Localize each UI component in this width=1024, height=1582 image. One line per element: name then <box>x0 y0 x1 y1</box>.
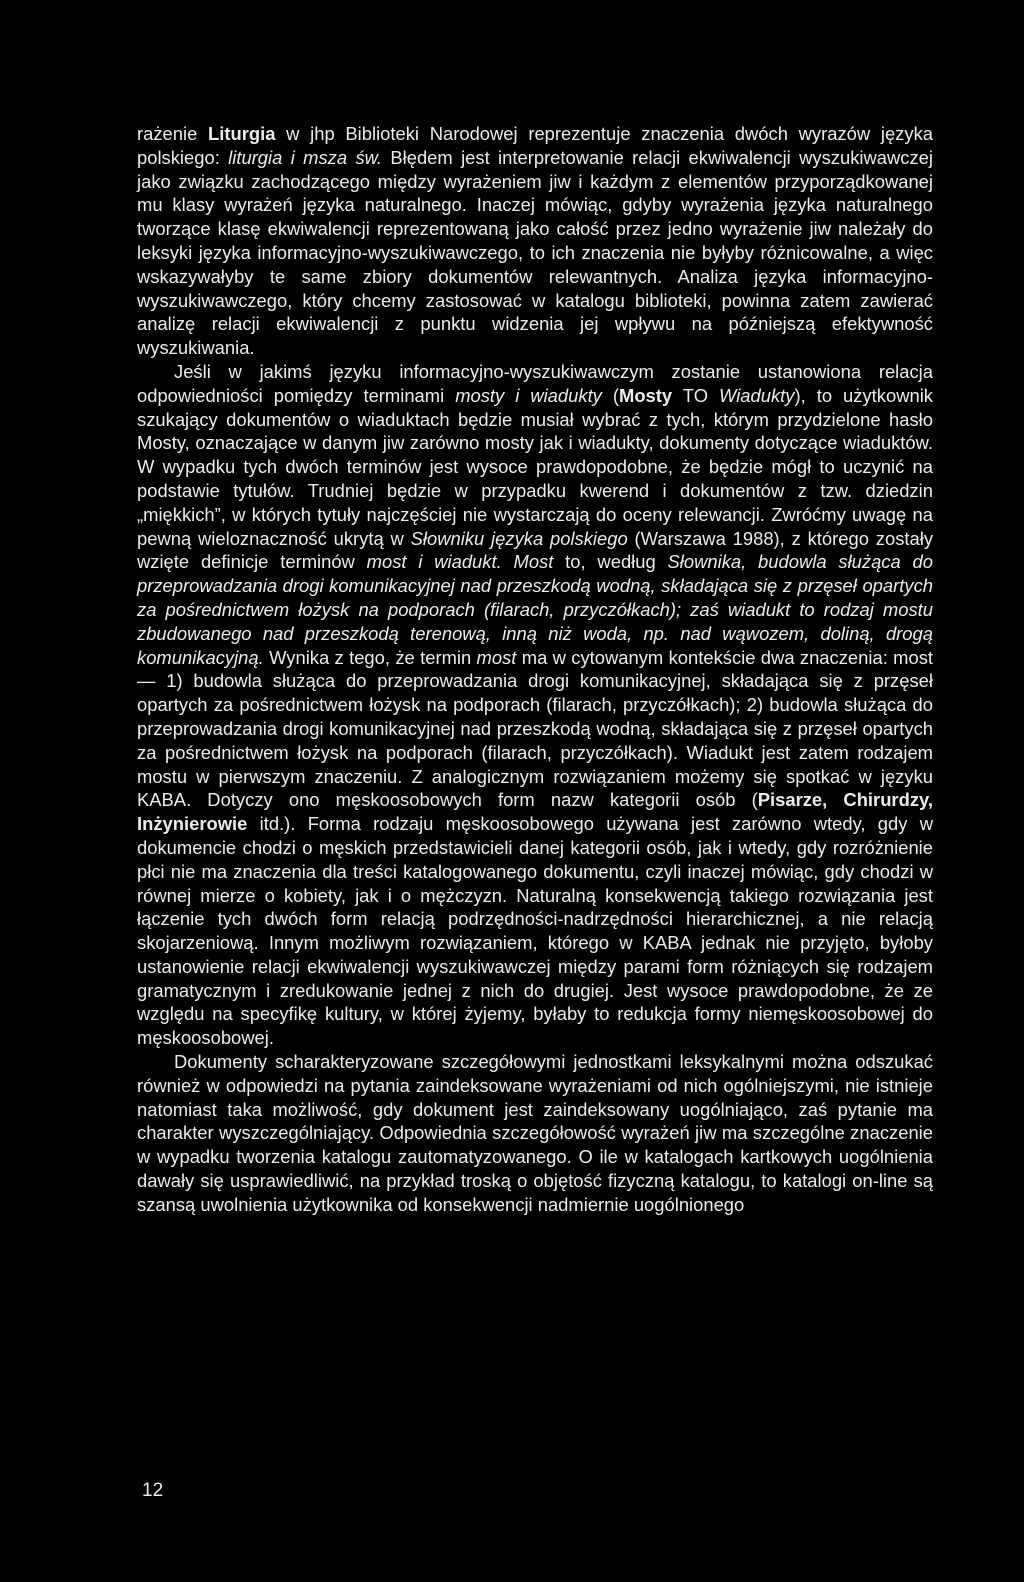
paragraph-3 <box>137 1050 933 1217</box>
p1-text-a: rażenie <box>137 123 209 144</box>
p2-italic-terms: mosty i wiadukty <box>455 384 602 406</box>
p1-italic-terms: liturgia i msza św. <box>228 146 383 168</box>
p1-text-b: w jhp Biblioteki Narodowej reprezentuje znaczenia dwóch wyrazów języka polskiego: <box>137 123 933 168</box>
p2-text-b: ( <box>601 384 619 406</box>
p2-text-i: itd.). Forma rodzaju męskoosobowego używana jest zarówno wtedy, gdy w dokumencie chodzi o męskich przedstawicieli danej kategorii osób, jak i wtedy, gdy rozróżnienie płci nie ma znaczenia dla treści katalogowanego dokumentu, czyli inaczej mówiąc, gdy chodzi w równej mierze o kobiety, jak i o mężczyzn. Naturalną konsekwencją takiego rozwiązania jest łączenie tych dwóch form relacją podrzędności-nadrzędności hierarchicznej, a nie relacją skojarzeniową. Innym możliwym rozwiązaniem, którego w KABA jednak nie przyjęto, byłoby ustanowienie relacji ekwiwalencji wyszukiwawczej między parami form różniących się rodzajem gramatycznym i zredukowanie jednej z nich do drugiej. Jest wysoce prawdopodobne, że ze względu na specyfikę kultury, w której żyjemy, byłaby to redukcja formy niemęskoosobowej do męskoosobowej. <box>137 813 933 1049</box>
p3-text: Dokumenty scharakteryzowane szczegółowymi jednostkami leksykalnymi można odszukać również w odpowiedzi na pytania zaindeksowane wyrażeniami od nich ogólniejszymi, nie istnieje natomiast taka możliwość, gdy dokument jest zaindeksowany uogólniająco, zaś pytanie ma charakter wyszczególniający. Odpowiednia szczegółowość wyrażeń jiw ma szczególne znaczenie w wypadku tworzenia katalogu zautomatyzowanego. O ile w katalogach kartkowych uogólnienia dawały się usprawiedliwić, na przykład troską o objętość fizyczną katalogu, to katalogi on-line są szansą uwolnienia użytkownika od konsekwencji nadmiernie uogólnionego <box>137 1051 933 1215</box>
page-body-text <box>137 122 933 1217</box>
p2-italic-most: most <box>476 646 517 668</box>
p2-text-d: ), to użytkownik szukający dokumentów o wiaduktach będzie musiał wybrać z tych, którym przydzielone hasło Mosty, oznaczające w danym jiw zarówno mosty jak i wiadukty, dokumenty dotyczące wiaduktów. W wypadku tych dwóch terminów jest wysoce prawdopodobne, że będzie mógł to uczynić na podstawie tytułów. Trudniej będzie w przypadku kwerend i dokumentów z tzw. dziedzin „miękkich”, w których tytuły najczęściej nie wystarczają do oceny relewancji. Zwróćmy uwagę na pewną wieloznaczność ukrytą w <box>137 384 933 549</box>
p2-bold-mosty: Mosty <box>619 384 673 406</box>
p2-text-a: Jeśli w jakimś języku informacyjno-wyszukiwawczym zostanie ustanowiona relacja odpowiedniości pomiędzy terminami <box>137 360 933 406</box>
p2-text-f: to, według <box>553 551 668 573</box>
p2-italic-most-wiadukt: most i wiadukt. Most <box>366 551 554 573</box>
paragraph-2 <box>137 360 933 1050</box>
p1-bold-liturgia: Liturgia <box>208 123 276 144</box>
page-number: 12 <box>142 1480 164 1501</box>
paragraph-1 <box>137 122 933 360</box>
p2-italic-definition-quote: Słownika, budowla służąca do przeprowadzania drogi komunikacyjnej nad przeszkodą wodną, składająca się z przęseł opartych za pośrednictwem łożysk na podporach (filarach, przyczółkach); zaś wiadukt to rodzaj mostu zbudowanego nad przeszkodą terenową, inną niż woda, np. nad wąwozem, doliną, drogą komunikacyjną. <box>137 551 933 668</box>
p2-italic-wiadukty: Wiadukty <box>719 384 795 406</box>
p2-bold-categories: Pisarze, Chirurdzy, Inżynierowie <box>137 789 933 835</box>
p2-text-c: TO <box>672 384 720 406</box>
p2-text-h: ma w cytowanym kontekście dwa znaczenia: most — 1) budowla służąca do przeprowadzania drogi komunikacyjnej, składająca się z przęseł opartych za pośrednictwem łożysk na podporach (filarach, przyczółkach); 2) budowla służąca do przeprowadzania drogi komunikacyjnej nad przeszkodą wodną, składająca się z przęseł opartych za pośrednictwem łożysk na podporach (filarach, przyczółkach). Wiadukt jest zatem rodzajem mostu w pierwszym znaczeniu. Z analogicznym rozwiązaniem możemy się spotkać w języku KABA. Dotyczy ono męskoosobowych form nazw kategorii osób ( <box>137 646 933 811</box>
p2-italic-dictionary-title: Słowniku języka polskiego <box>410 527 628 549</box>
p2-text-g: Wynika z tego, że termin <box>263 646 477 668</box>
p2-text-e: (Warszawa 1988), z którego zostały wzięte definicje terminów <box>137 527 934 573</box>
p1-text-c: Błędem jest interpretowanie relacji ekwiwalencji wyszukiwawczej jako związku zachodzącego między wyrażeniem jiw i każdym z elementów przyporządkowanej mu klasy wyrażeń języka naturalnego. Inaczej mówiąc, gdyby wyrażenia języka naturalnego tworzące klasę ekwiwalencji reprezentowaną jako całość przez jedno wyrażenie jiw należały do leksyki języka informacyjno-wyszukiwawczego, to ich znaczenia nie byłyby różnicowalne, a więc wskazywałyby te same zbiory dokumentów relewantnych. Analiza języka informacyjno-wyszukiwawczego, który chcemy zastosować w katalogu biblioteki, powinna zatem zawierać analizę relacji ekwiwalencji z punktu widzenia jej wpływu na późniejszą efektywność wyszukiwania. <box>137 146 933 359</box>
